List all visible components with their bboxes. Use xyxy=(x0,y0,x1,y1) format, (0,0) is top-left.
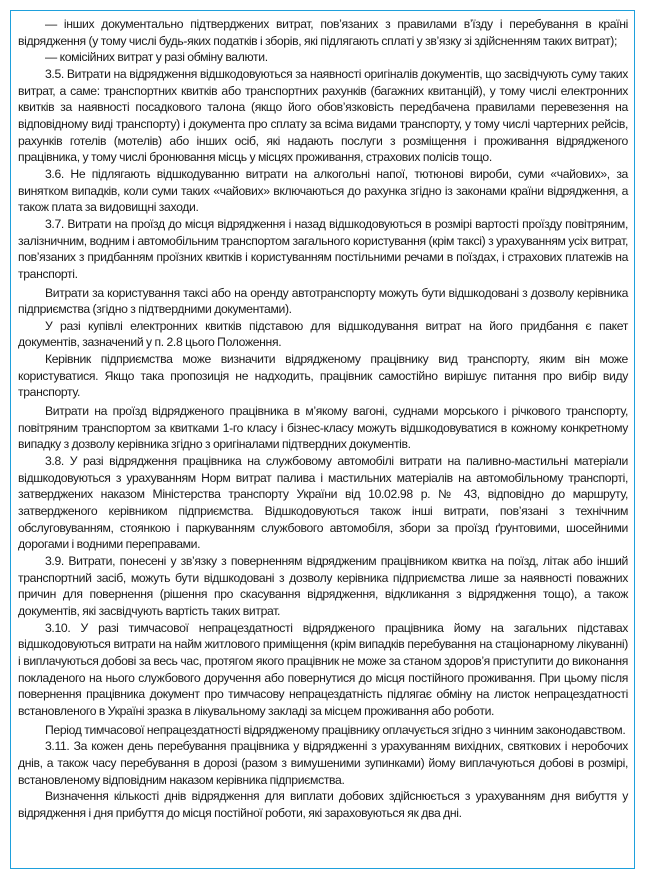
paragraph-3-5: 3.5. Витрати на відрядження відшкодовуються за наявності оригіналів документів, що засвідчують суму таких витрат, а саме: транспортних квитків або транспортних рахунків (багажних квитанцій), у тому числі електронних квитків за наявності посадкового талона (якщо його обов’язковість передбачена правилами перевезення на відповідному виді транспорту) і документа про сплату за всіма видами транспорту, у тому числі чартерних рейсів, рахунків готелів (мотелів) або інших осіб, які надають послуги з розміщення і проживання відрядженого працівника, у тому числі бронювання місць у місцях проживання, страхових полісів тощо. xyxy=(18,66,628,165)
paragraph-other-documented-expenses: — інших документально підтверджених витрат, пов’язаних з правилами в’їзду і перебування в країні відрядження (у тому числі будь-яких податків і зборів, які підлягають сплаті у зв’язку зі здійсненням таких витрат); xyxy=(18,17,628,48)
paragraph-days-count: Визначення кількості днів відрядження для виплати добових здійснюється з урахуванням дня вибуття у відрядження і дня прибуття до місця постійної роботи, які зараховуються як два дні. xyxy=(18,789,628,820)
paragraph-3-11: 3.11. За кожен день перебування працівника у відрядженні з урахуванням вихідних, святкових і неробочих днів, а також часу перебування в дорозі (разом з вимушеними зупинками) йому виплачуються добові в розмірі, встановленому відповідним наказом керівника підприємства. xyxy=(18,739,628,787)
paragraph-commission-expenses: — комісійних витрат у разі обміну валюти. xyxy=(45,50,268,65)
paragraph-electronic-tickets: У разі купівлі електронних квитків підставою для відшкодування витрат на його придбання є пакет документів, зазначений у п. 2.8 цього Положення. xyxy=(18,318,628,350)
paragraph-3-10: 3.10. У разі тимчасової непрацездатності відрядженого працівника йому на загальних підставах відшкодовуються витрати на найм житлового приміщення (крім випадків перебування на стаціонарному лікуванні) і виплачуються добові за весь час, протягом якого працівник не може за станом здоров’я приступити до виконання покладеного на нього службового доручення або повернутися до місця постійного проживання. При цьому після повернення працівника документ про тимчасову непрацездатність підлягає обміну на листок непрацездатності встановленого в Україні зразка в лікувальному закладі за місцем проживання або роботи. xyxy=(18,620,628,718)
paragraph-transport-choice: Керівник підприємства може визначити відрядженому працівнику вид транспорту, яким він може користуватися. Якщо така пропозиція не надходить, працівник самостійно вирішує питання про вибір виду транспорту. xyxy=(18,352,628,400)
paragraph-3-7: 3.7. Витрати на проїзд до місця відрядження і назад відшкодовуються в розмірі вартості проїзду повітряним, залізничним, водним і автомобільним транспортом загального користування (крім таксі) з урахуванням усіх витрат, пов’язаних з придбанням проїзних квитків і користуванням постільними речами в поїздах, і страхових платежів на транспорті. xyxy=(18,216,628,281)
paragraph-3-9: 3.9. Витрати, понесені у зв’язку з поверненням відрядженим працівником квитка на поїзд, літак або інший транспортний засіб, можуть бути відшкодовані з дозволу керівника підприємства лише за наявності поважних причин для повернення (рішення про скасування відрядження, відкликання з відрядження тощо), а також документів, які засвідчують вартість таких витрат. xyxy=(18,554,628,618)
paragraph-taxi-expenses: Витрати за користування таксі або на оренду автотранспорту можуть бути відшкодовані з дозволу керівника підприємства (згідно з підтвердними документами). xyxy=(18,285,628,317)
paragraph-disability-period: Період тимчасової непрацездатності відрядженому працівнику оплачується згідно з чинним законодавством. xyxy=(45,722,626,737)
paragraph-3-8: 3.8. У разі відрядження працівника на службовому автомобілі витрати на паливно-мастильні матеріали відшкодовуються з урахуванням Норм витрат палива і мастильних матеріалів на автомобільному транспорті, затверджених наказом Міністерства транспорту України від 10.02.98 р. № 43, відповідно до маршруту, затвердженого керівником підприємства. Відшкодовуються також інші витрати, пов’язані з технічним обслуговуванням, стоянкою і паркуванням службового автомобіля, збори за проїзд ґрунтовими, шосейними дорогами і водними переправами. xyxy=(18,454,628,552)
document-body xyxy=(18,16,628,822)
paragraph-business-class: Витрати на проїзд відрядженого працівника в м’якому вагоні, суднами морського і річкового транспорту, повітряним транспортом за квитками 1-го класу і бізнес-класу можуть відшкодовуватися в кожному конкретному випадку з дозволу керівника згідно з оригіналами підтвердних документів. xyxy=(18,404,628,452)
paragraph-3-6: 3.6. Не підлягають відшкодуванню витрати на алкогольні напої, тютюнові вироби, суми «чайових», за винятком випадків, коли суми таких «чайових» включаються до рахунка згідно із законами країни відрядження, а також плата за видовищні заходи. xyxy=(18,166,628,215)
document-frame xyxy=(10,10,635,869)
